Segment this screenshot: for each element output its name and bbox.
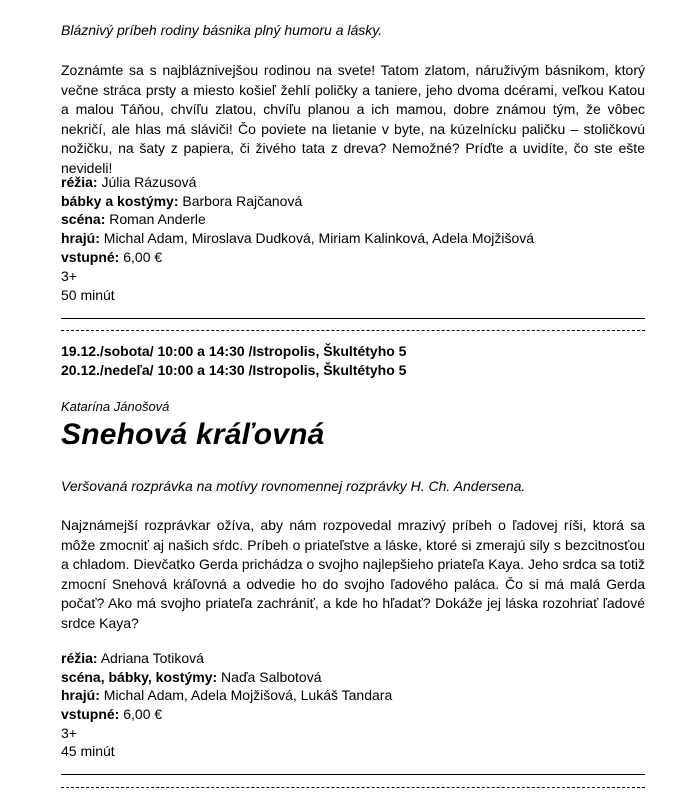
credit-label: réžia:	[61, 174, 98, 190]
credit-row	[61, 705, 162, 724]
separator-rule	[61, 774, 645, 775]
credit-label: hrajú:	[61, 687, 100, 703]
credit-value: Adriana Totiková	[97, 650, 204, 666]
show2-date: 19.12./sobota/ 10:00 a 14:30 /Istropolis, Škultétyho 5	[61, 343, 407, 359]
show2-description: Najznámejší rozprávkar ožíva, aby nám rozpovedal mrazivý príbeh o ľadovej ríši, ktorá sa môže zmocniť aj našich sŕdc. Príbeh o priateľstve a láske, ktoré si zmerajú sily s bezcitnosťou a chladom. Dievčatko Gerda prichádza o svojho najlepšieho priateľa Kaya. Jeho srdca sa totiž zmocní Snehová kráľovná a odvedie ho do svojho ľadového paláca. Čo si má malá Gerda počať? Ako má svojho priateľa zachrániť, a kde ho hľadať? Dokáže jej láska rozohriať ľadové srdce Kaya?	[61, 517, 645, 631]
credit-value: 6,00 €	[119, 249, 163, 265]
credit-row	[61, 248, 162, 267]
credit-label: vstupné:	[61, 249, 120, 265]
credit-value: Barbora Rajčanová	[178, 193, 303, 209]
show2-author: Katarína Jánošová	[61, 399, 170, 414]
credit-value: Michal Adam, Miroslava Dudková, Miriam Kalinková, Adela Mojžišová	[99, 230, 535, 246]
separator-rule	[61, 318, 645, 319]
separator-dashed	[61, 330, 645, 331]
credit-row	[61, 686, 392, 705]
show2-title: Snehová kráľovná	[61, 418, 325, 451]
separator-dashed	[61, 787, 645, 788]
duration: 45 minút	[61, 743, 115, 759]
credit-label: réžia:	[61, 650, 98, 666]
credit-value: Roman Anderle	[105, 211, 206, 227]
credit-value: Naďa Salbotová	[217, 669, 322, 685]
credit-label: vstupné:	[61, 706, 120, 722]
credit-row	[61, 229, 534, 248]
credit-value: 6,00 €	[119, 706, 163, 722]
show1-subtitle: Bláznivý príbeh rodiny básnika plný humoru a lásky.	[61, 22, 383, 38]
show2-subtitle: Veršovaná rozprávka na motívy rovnomennej rozprávky H. Ch. Andersena.	[61, 478, 526, 494]
age-rating: 3+	[61, 268, 77, 284]
show1-description: Zoznámte sa s najbláznivejšou rodinou na svete! Tatom zlatom, náruživým básnikom, ktorý večne stráca prsty a miesto košieľ žehlí poličky a taniere, jeho dvoma dcérami, veľkou Katou a malou Táňou, chvíľu zlatou, chvíľu planou a ich mamou, dobre známou tým, že vôbec nekričí, ale hlas má sláviči! Čo poviete na lietanie v byte, na kúzelnícku paličku – stoličkovú nožičku, na šaty z papiera, či živého tata z dreva? Nemožné? Príďte a uvidíte, čo ste ešte nevideli!	[61, 62, 645, 176]
credit-row	[61, 173, 196, 192]
credit-label: hrajú:	[61, 230, 100, 246]
age-rating: 3+	[61, 725, 77, 741]
credit-label: scéna:	[61, 211, 106, 227]
credit-label: bábky a kostýmy:	[61, 193, 179, 209]
credit-label: scéna, bábky, kostýmy:	[61, 669, 218, 685]
credit-row	[61, 192, 302, 211]
credit-row	[61, 649, 204, 668]
credit-value: Júlia Rázusová	[97, 174, 197, 190]
show2-date: 20.12./nedeľa/ 10:00 a 14:30 /Istropolis, Škultétyho 5	[61, 362, 407, 378]
credit-row	[61, 668, 322, 687]
credit-row	[61, 210, 206, 229]
credit-value: Michal Adam, Adela Mojžišová, Lukáš Tandara	[99, 687, 393, 703]
duration: 50 minút	[61, 287, 115, 303]
